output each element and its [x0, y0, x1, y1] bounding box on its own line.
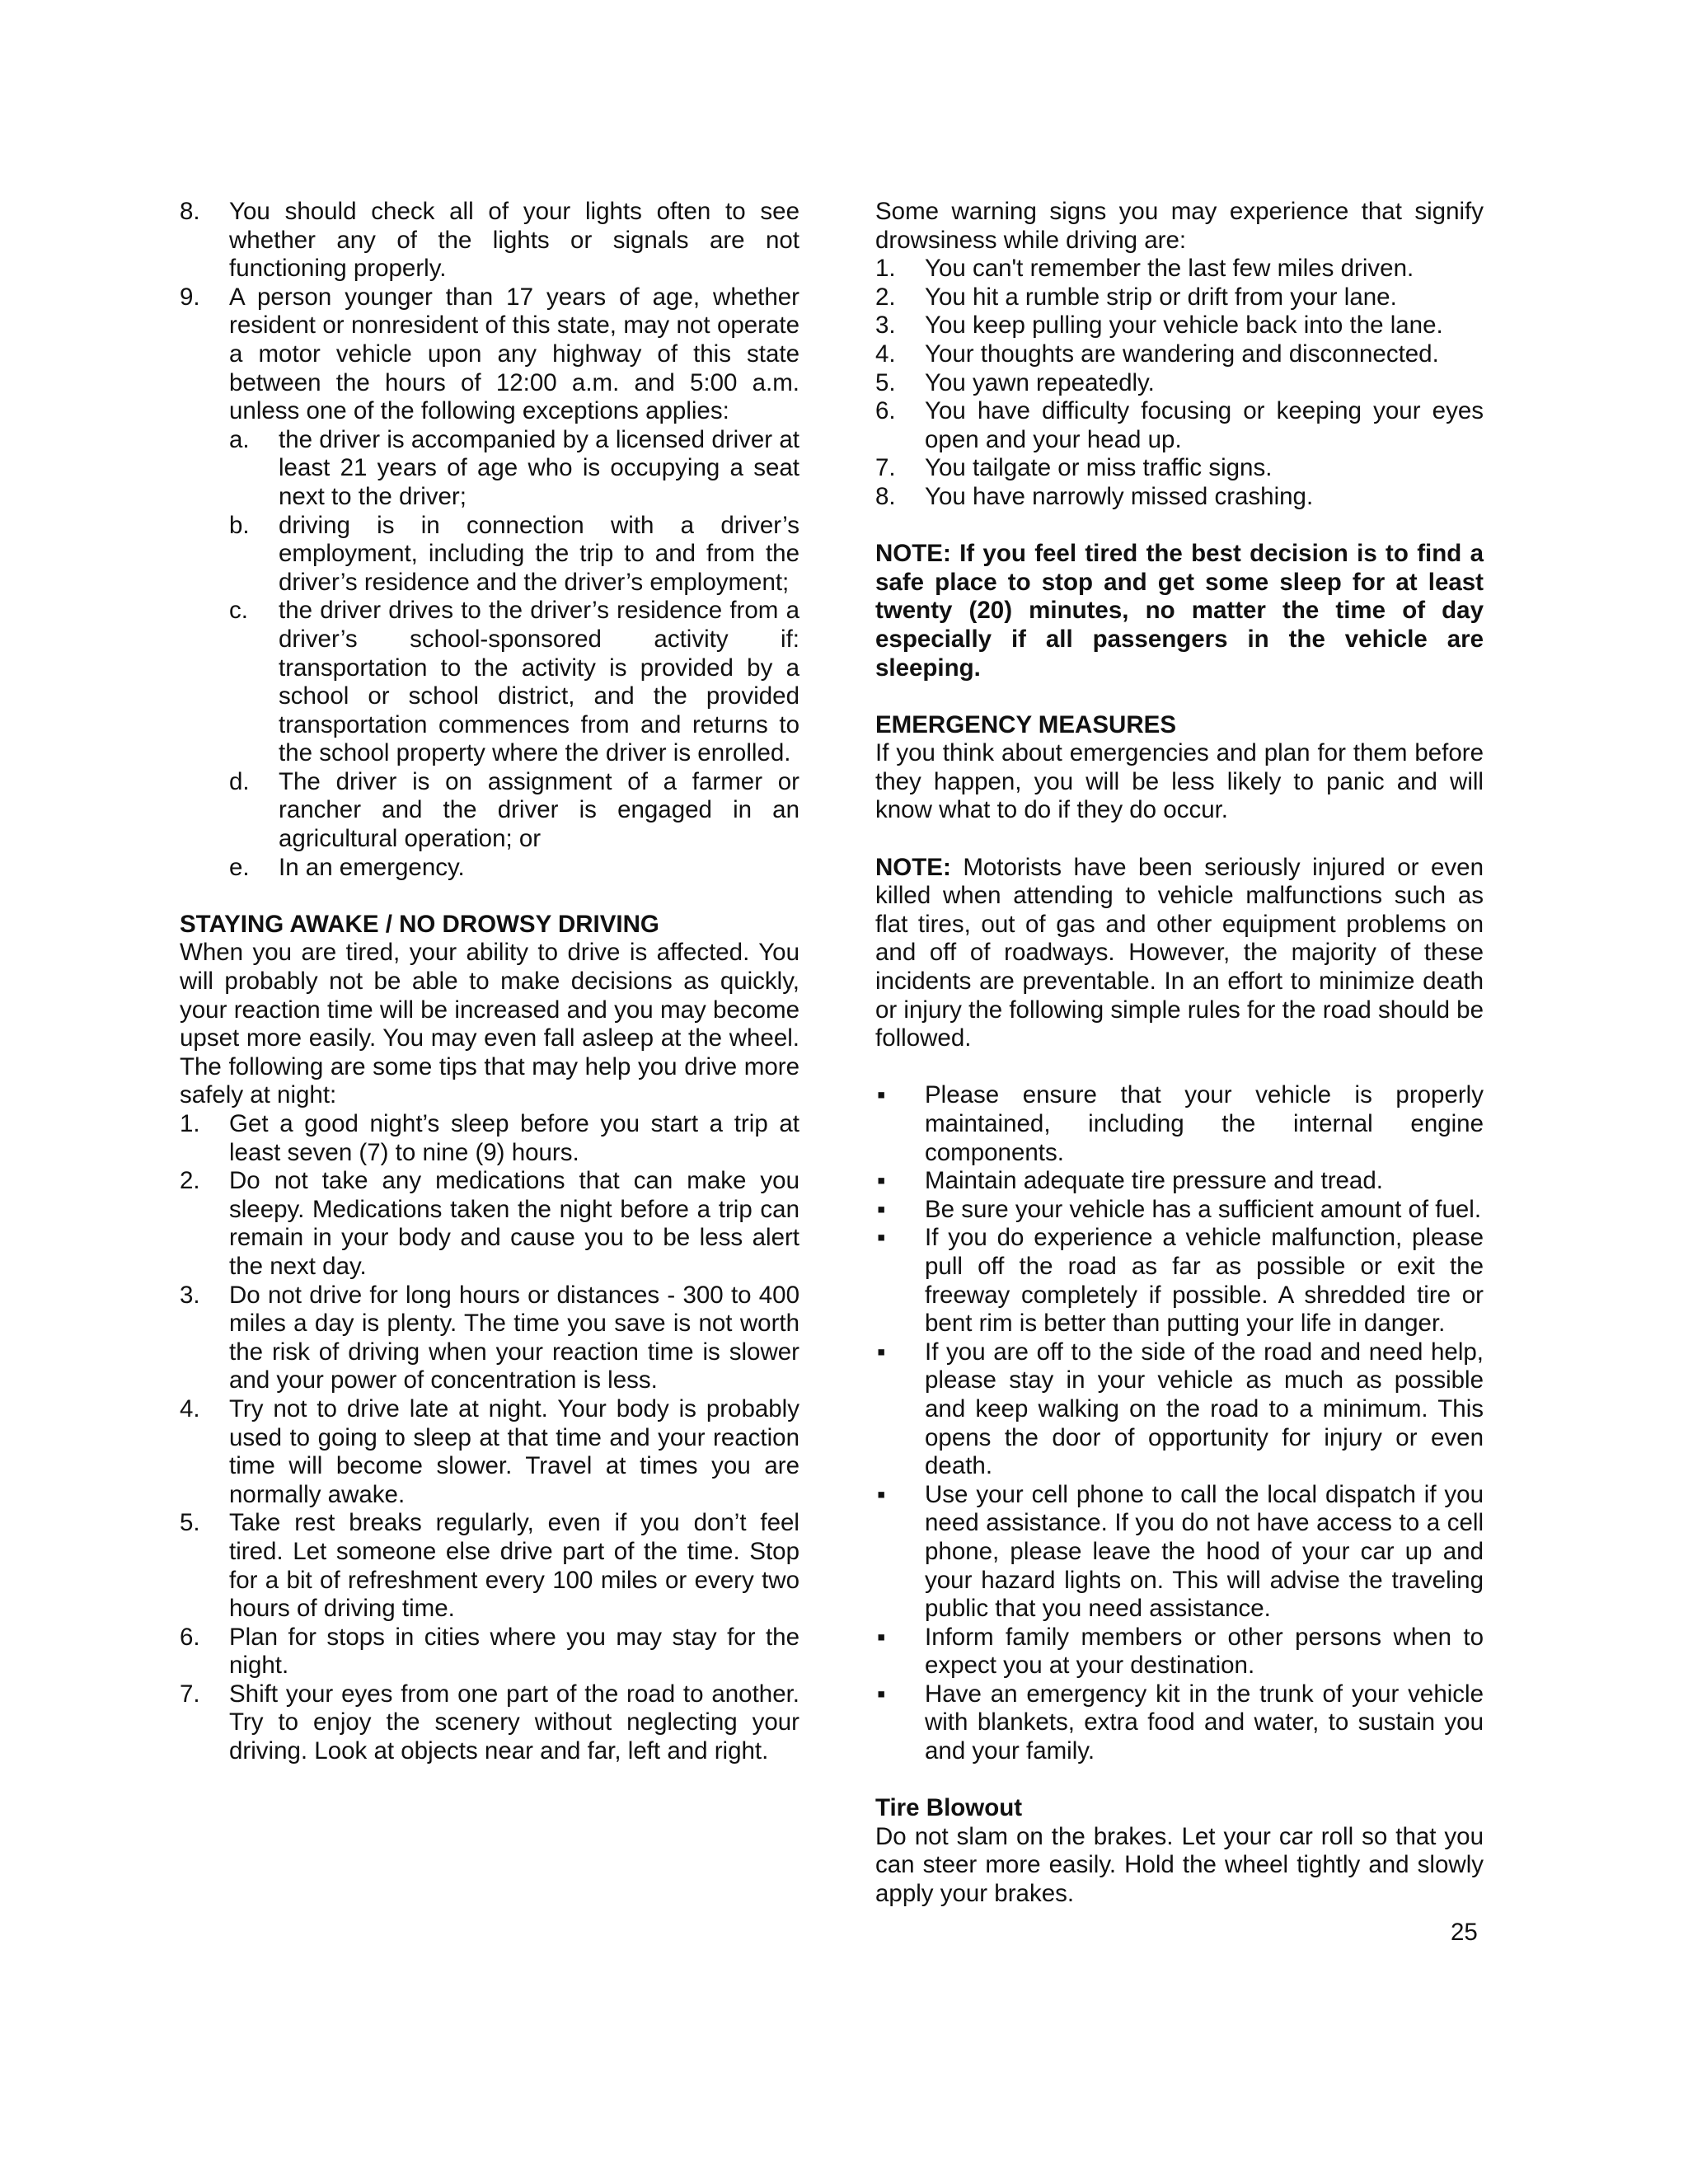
list-item: [875, 454, 1484, 483]
list-text: You should check all of your lights often to see whether any of the lights or signals are not functioning properly.: [229, 198, 799, 283]
list-number: 2.: [180, 1167, 200, 1195]
list-text: the driver drives to the driver’s residence from a driver’s school-sponsored activity if: transportation to the activity is provided by a school or school district, and the provided transportation commences from and returns to the school property where the driver is enrolled.: [279, 597, 799, 767]
list-text: You have narrowly missed crashing.: [925, 482, 1314, 510]
spacer: [875, 1766, 1484, 1795]
list-number: 4.: [875, 340, 896, 368]
bullet-item: [875, 1338, 1484, 1481]
list-text: A person younger than 17 years of age, whether resident or nonresident of this state, may not operate a motor vehicle upon any highway of this state between the hours of 12:00 a.m. and 5:00 a.m. unless one of the following exceptions applies:: [229, 283, 799, 425]
bullet-item: [875, 1167, 1484, 1196]
list-item: [875, 483, 1484, 512]
bullet-icon: ▪: [877, 1680, 886, 1708]
bullet-item: [875, 1481, 1484, 1624]
list-number: 5.: [180, 1509, 200, 1537]
list-item: [875, 397, 1484, 454]
list-item: [875, 284, 1484, 312]
bullet-text: Please ensure that your vehicle is properly maintained, including the internal engine components.: [925, 1081, 1484, 1166]
sub-list-item: [229, 768, 799, 854]
list-letter: c.: [229, 597, 248, 625]
bullet-icon: ▪: [877, 1480, 886, 1508]
list-item: [180, 284, 799, 426]
bullet-text: Inform family members or other persons when to expect you at your destination.: [925, 1623, 1484, 1680]
list-letter: b.: [229, 511, 250, 539]
list-number: 5.: [875, 368, 896, 396]
list-item: [180, 1680, 799, 1766]
paragraph-warning-intro: Some warning signs you may experience that signify drowsiness while driving are:: [875, 198, 1484, 254]
bullet-item: [875, 1680, 1484, 1766]
list-number: 6.: [180, 1623, 200, 1651]
list-text: You keep pulling your vehicle back into the lane.: [925, 312, 1443, 340]
list-text: Try not to drive late at night. Your body is probably used to going to sleep at that time and your reaction time will become slower. Travel at times you are normally awake.: [229, 1394, 799, 1508]
bullet-text: Have an emergency kit in the trunk of your vehicle with blankets, extra food and water, to sustain you and your family.: [925, 1680, 1484, 1765]
list-item: [180, 1624, 799, 1680]
list-text: You tailgate or miss traffic signs.: [925, 454, 1273, 482]
note-motorists: [875, 854, 1484, 1053]
list-number: 1.: [875, 255, 896, 283]
bullet-item: [875, 1081, 1484, 1167]
right-column: [875, 198, 1484, 1909]
spacer: [180, 882, 799, 911]
list-text: Your thoughts are wandering and disconnected.: [925, 340, 1439, 368]
list-text: Get a good night’s sleep before you start a trip at least seven (7) to nine (9) hours.: [229, 1110, 799, 1166]
list-item: [180, 1167, 799, 1281]
list-text: the driver is accompanied by a licensed driver at least 21 years of age who is occupying a seat next to the driver;: [279, 425, 799, 510]
bullet-item: [875, 1624, 1484, 1680]
bullet-icon: ▪: [877, 1338, 886, 1366]
list-text: Shift your eyes from one part of the road to another. Try to enjoy the scenery without neglecting your driving. Look at objects near and far, left and right.: [229, 1680, 799, 1765]
bullet-item: [875, 1224, 1484, 1338]
bullet-item: [875, 1196, 1484, 1225]
bullet-icon: ▪: [877, 1623, 886, 1651]
paragraph-emergency: If you think about emergencies and plan for them before they happen, you will be less likely to panic and will know what to do if they do occur.: [875, 739, 1484, 824]
bullet-text: Be sure your vehicle has a sufficient amount of fuel.: [925, 1195, 1482, 1223]
list-text: The driver is on assignment of a farmer or rancher and the driver is engaged in an agricultural operation; or: [279, 767, 799, 853]
list-number: 2.: [875, 283, 896, 311]
list-item: [180, 1395, 799, 1509]
list-item: [875, 340, 1484, 369]
paragraph-tire: Do not slam on the brakes. Let your car roll so that you can steer more easily. Hold the wheel tightly and slowly apply your brakes.: [875, 1822, 1484, 1908]
note-label: NOTE:: [875, 853, 951, 881]
list-number: 3.: [180, 1281, 200, 1309]
list-text: You have difficulty focusing or keeping your eyes open and your head up.: [925, 397, 1484, 453]
section-heading-tire: Tire Blowout: [875, 1794, 1023, 1822]
list-text: You yawn repeatedly.: [925, 368, 1155, 396]
bullet-icon: ▪: [877, 1167, 886, 1195]
sub-list-item: [229, 512, 799, 598]
section-heading-emergency: EMERGENCY MEASURES: [875, 710, 1176, 738]
list-number: 1.: [180, 1110, 200, 1137]
note-text: Motorists have been seriously injured or even killed when attending to vehicle malfunctions such as flat tires, out of gas and other equipment problems on and off of roadways. However, the majority of these incidents are preventable. In an effort to minimize death or injury the following simple rules for the road should be followed.: [875, 853, 1484, 1052]
list-number: 8.: [180, 198, 200, 225]
list-number: 4.: [180, 1394, 200, 1422]
list-text: You hit a rumble strip or drift from your lane.: [925, 283, 1397, 311]
list-number: 3.: [875, 312, 896, 340]
spacer: [875, 512, 1484, 541]
section-heading-drowsy: STAYING AWAKE / NO DROWSY DRIVING: [180, 910, 659, 938]
page-number: 25: [1451, 1919, 1478, 1946]
list-text: driving is in connection with a driver’s employment, including the trip to and from the driver’s residence and the driver’s employment;: [279, 511, 799, 596]
list-item: [180, 1110, 799, 1167]
sub-list-item: [229, 426, 799, 512]
spacer: [875, 1053, 1484, 1082]
list-letter: a.: [229, 425, 250, 453]
spacer: [875, 825, 1484, 854]
list-text: Plan for stops in cities where you may stay for the night.: [229, 1623, 799, 1680]
paragraph-drowsy-intro: When you are tired, your ability to drive is affected. You will probably not be able to make decisions as quickly, your reaction time will be increased and you may become upset more easily. You may even fall asleep at the wheel. The following are some tips that may help you drive more safely at night:: [180, 939, 799, 1109]
left-column: [180, 198, 799, 1766]
list-letter: d.: [229, 767, 250, 795]
list-item: [875, 255, 1484, 284]
list-letter: e.: [229, 853, 250, 881]
list-number: 7.: [180, 1680, 200, 1708]
list-item: [875, 312, 1484, 340]
bullet-text: If you do experience a vehicle malfunction, please pull off the road as far as possible or exit the freeway completely if possible. A shredded tire or bent rim is better than putting your life in danger.: [925, 1224, 1484, 1338]
bullet-icon: ▪: [877, 1081, 886, 1109]
bullet-icon: ▪: [877, 1195, 886, 1223]
list-number: 8.: [875, 482, 896, 510]
spacer: [875, 682, 1484, 711]
list-text: Do not take any medications that can make you sleepy. Medications taken the night before a trip can remain in your body and cause you to be less alert the next day.: [229, 1167, 799, 1280]
note-tired: NOTE: If you feel tired the best decision is to find a safe place to stop and get some sleep for at least twenty (20) minutes, no matter the time of day especially if all passengers in the vehicle are sleeping.: [875, 540, 1484, 682]
sub-list-item: [229, 854, 799, 883]
list-text: Do not drive for long hours or distances - 300 to 400 miles a day is plenty. The time you save is not worth the risk of driving when your reaction time is slower and your power of concentration is less.: [229, 1281, 799, 1394]
list-number: 9.: [180, 283, 200, 311]
sub-list-item: [229, 597, 799, 768]
bullet-text: Maintain adequate tire pressure and tread.: [925, 1167, 1383, 1195]
bullet-icon: ▪: [877, 1224, 886, 1252]
list-item: [180, 1282, 799, 1395]
list-number: 6.: [875, 397, 896, 425]
list-text: In an emergency.: [279, 853, 465, 881]
list-text: You can't remember the last few miles driven.: [925, 255, 1414, 283]
bullet-text: If you are off to the side of the road and need help, please stay in your vehicle as much as possible and keep walking on the road to a minimum. This opens the door of opportunity for injury or even death.: [925, 1338, 1484, 1480]
bullet-text: Use your cell phone to call the local dispatch if you need assistance. If you do not have access to a cell phone, please leave the hood of your car up and your hazard lights on. This will advise the traveling public that you need assistance.: [925, 1480, 1484, 1623]
list-text: Take rest breaks regularly, even if you don’t feel tired. Let someone else drive part of the time. Stop for a bit of refreshment every 100 miles or every two hours of driving time.: [229, 1509, 799, 1623]
list-item: [875, 369, 1484, 398]
list-item: [180, 1509, 799, 1623]
list-number: 7.: [875, 454, 896, 482]
list-item: [180, 198, 799, 284]
